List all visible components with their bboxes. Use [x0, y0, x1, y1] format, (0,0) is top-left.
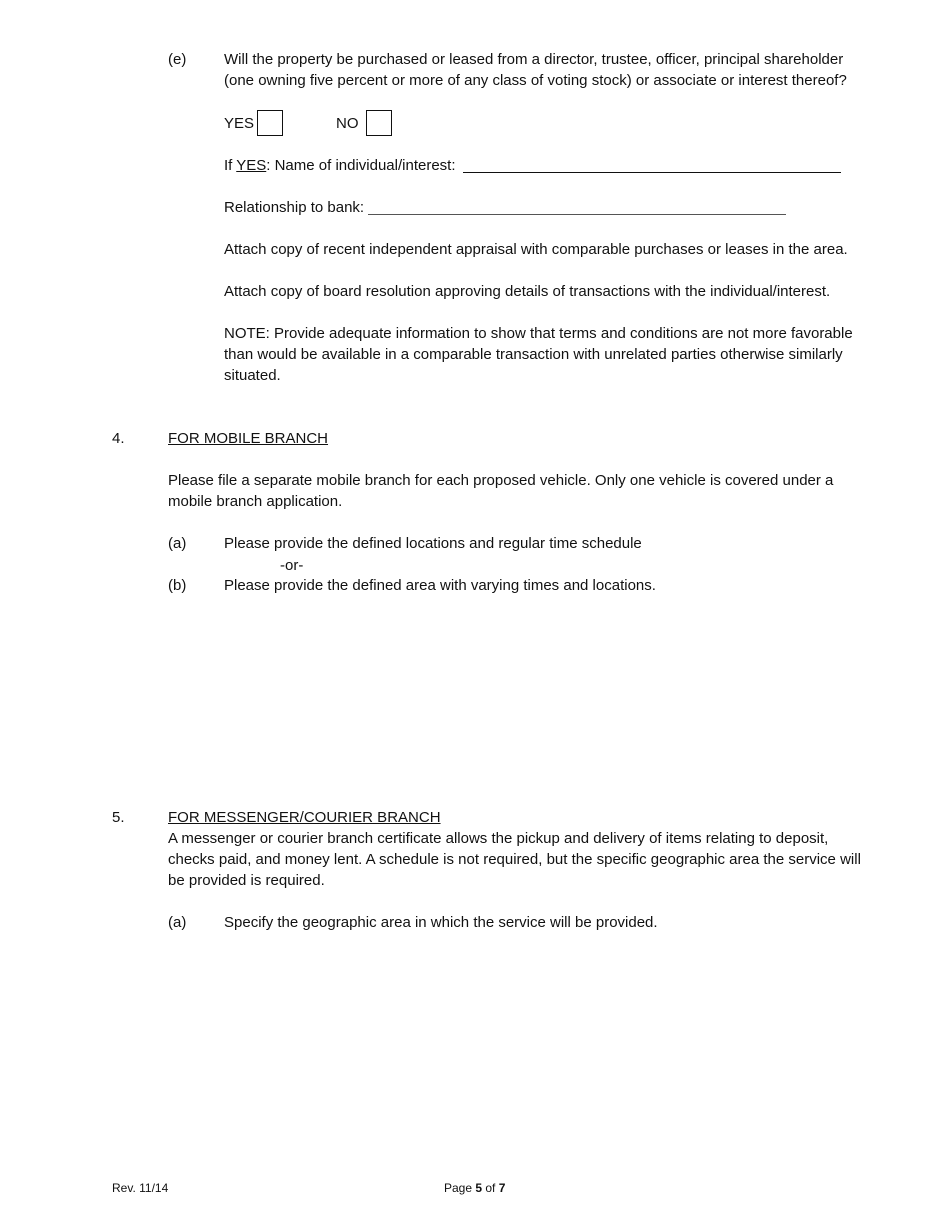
section-5-item-a-label: (a) [168, 914, 187, 931]
section-4-item-b-text: Please provide the defined area with varying times and locations. [224, 577, 656, 594]
attach-resolution-text: Attach copy of board resolution approving details of transactions with the individual/interest. [224, 283, 831, 300]
section-4-item-a-label: (a) [168, 535, 187, 552]
item-e-question-line1: Will the property be purchased or leased from a director, trustee, officer, principal shareholder [224, 51, 844, 68]
attach-appraisal-text: Attach copy of recent independent appraisal with comparable purchases or leases in the area. [224, 241, 848, 258]
revision-label: Rev. 11/14 [112, 1181, 169, 1195]
page-total: 7 [498, 1181, 506, 1195]
relationship-label: Relationship to bank: [224, 199, 365, 216]
no-checkbox[interactable] [366, 110, 392, 136]
name-of-interest-field[interactable] [463, 172, 841, 173]
item-e-question-line2: (one owning five percent or more of any class of voting stock) or associate or interest thereof? [224, 72, 847, 89]
page-of: of [482, 1181, 499, 1195]
page-number [444, 1178, 505, 1199]
section-4-intro-line2: mobile branch application. [168, 493, 343, 510]
section-5-body-line3: be provided is required. [168, 872, 325, 889]
name-of-interest-label [224, 155, 456, 176]
relationship-field[interactable] [368, 214, 786, 215]
section-4-intro-line1: Please file a separate mobile branch for each proposed vehicle. Only one vehicle is covered under a [168, 472, 834, 489]
section-4-heading: FOR MOBILE BRANCH [168, 430, 329, 447]
section-5-item-a-text: Specify the geographic area in which the service will be provided. [224, 914, 658, 931]
note-line3: situated. [224, 367, 281, 384]
section-4-number: 4. [112, 430, 125, 447]
page-prefix: Page [444, 1181, 476, 1195]
item-e-label: (e) [168, 51, 187, 68]
section-5-body-line2: checks paid, and money lent. A schedule is not required, but the specific geographic area the service will [168, 851, 861, 868]
no-label: NO [336, 115, 359, 132]
note-line1: NOTE: Provide adequate information to show that terms and conditions are not more favorable [224, 325, 853, 342]
yes-checkbox[interactable] [257, 110, 283, 136]
section-4-item-a-text: Please provide the defined locations and regular time schedule [224, 535, 642, 552]
yes-label: YES [224, 115, 255, 132]
page-current: 5 [475, 1181, 483, 1195]
if-suffix: : Name of individual/interest: [266, 157, 456, 174]
section-5-number: 5. [112, 809, 125, 826]
section-5-heading: FOR MESSENGER/COURIER BRANCH [168, 809, 441, 826]
note-line2: than would be available in a comparable transaction with unrelated parties otherwise similarly [224, 346, 843, 363]
if-yes-word: YES [236, 157, 267, 174]
section-4-or-text: -or- [280, 557, 304, 574]
section-4-item-b-label: (b) [168, 577, 187, 594]
section-5-body-line1: A messenger or courier branch certificate allows the pickup and delivery of items relating to deposit, [168, 830, 829, 847]
if-prefix: If [224, 157, 237, 174]
